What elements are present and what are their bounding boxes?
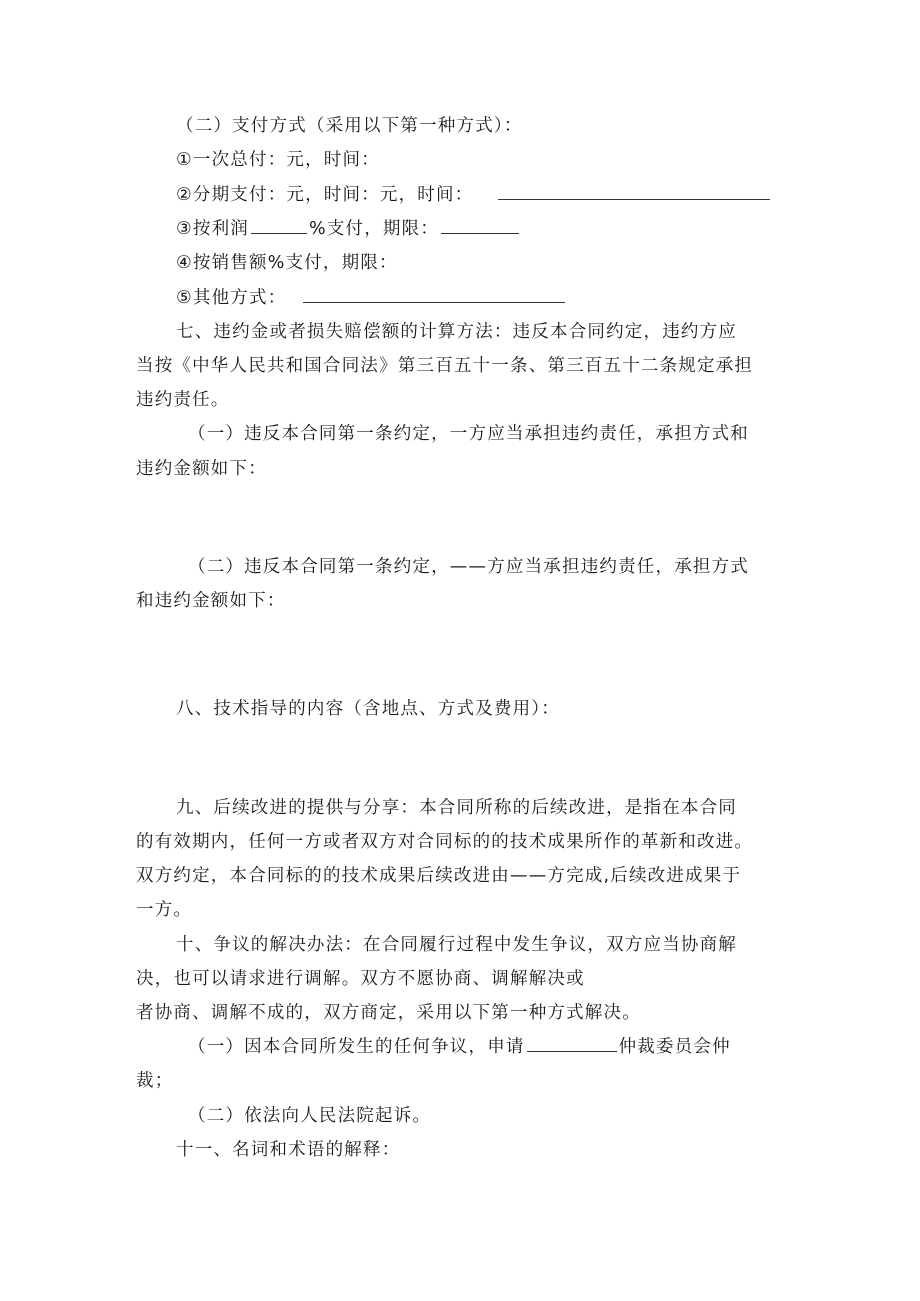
payment-heading: （二）支付方式（采用以下第一种方式）： [176,116,523,136]
section9-line3: 双方约定，本合同标的的技术成果后续改进由——方完成,后续改进成果于 [136,866,742,886]
section7-line3: 违约责任。 [136,390,230,410]
section7-sub1-line2: 违约金额如下： [136,459,267,479]
section8-line1: 八、技术指导的内容（含地点、方式及费用）： [176,699,560,719]
fill-blank-line [527,1037,617,1052]
section10-sub1-text-a: （一）因本合同所发生的任何争议，申请 [188,1037,525,1057]
section10-line2: 决，也可以请求进行调解。双方不愿协商、调解解决或 [136,969,585,989]
section10-sub1-text-b: 仲裁委员会仲 [618,1037,731,1057]
payment-option-2-text: ②分期支付：元，时间：元，时间： [176,185,474,205]
fill-blank-line [251,219,307,234]
payment-option-4: ④按销售额%支付，期限： [176,253,398,273]
section7-line1: 七、违约金或者损失赔偿额的计算方法：违反本合同约定，违约方应 [176,322,737,342]
section11-line1: 十一、名词和术语的解释： [176,1140,401,1160]
fill-blank-line [441,219,519,234]
section10-line3: 者协商、调解不成的，双方商定，采用以下第一种方式解决。 [136,1003,641,1023]
payment-option-1: ①一次总付：元，时间： [176,150,380,170]
section10-sub1-line1 [188,1035,731,1059]
section7-line2: 当按《中华人民共和国合同法》第三百五十一条、第三百五十二条规定承担 [136,356,754,376]
section10-sub1-line2: 裁； [136,1071,174,1091]
payment-option-5 [176,286,567,310]
payment-option-5-text: ⑤其他方式： [176,288,287,308]
section9-line4: 一方。 [136,900,193,920]
payment-option-2 [176,183,772,207]
section10-sub2: （二）依法向人民法院起诉。 [188,1106,432,1126]
payment-option-3 [176,217,521,241]
section7-sub2-line2: 和违约金额如下： [136,591,286,611]
section9-line2: 的有效期内，任何一方或者双方对合同标的的技术成果所作的革新和改进。 [136,832,754,852]
section7-sub2-line1: （二）违反本合同第一条约定，——方应当承担违约责任，承担方式 [188,557,749,577]
payment-option-3-text-b: %支付，期限： [309,219,440,239]
section7-sub1-line1: （一）违反本合同第一条约定，一方应当承担违约责任，承担方式和 [188,424,749,444]
section9-line1: 九、后续改进的提供与分享：本合同所称的后续改进，是指在本合同 [176,798,737,818]
section10-line1: 十、争议的解决办法：在合同履行过程中发生争议，双方应当协商解 [176,935,737,955]
payment-option-3-text-a: ③按利润 [176,219,249,239]
fill-blank-line [303,288,565,303]
fill-blank-line [498,185,770,200]
